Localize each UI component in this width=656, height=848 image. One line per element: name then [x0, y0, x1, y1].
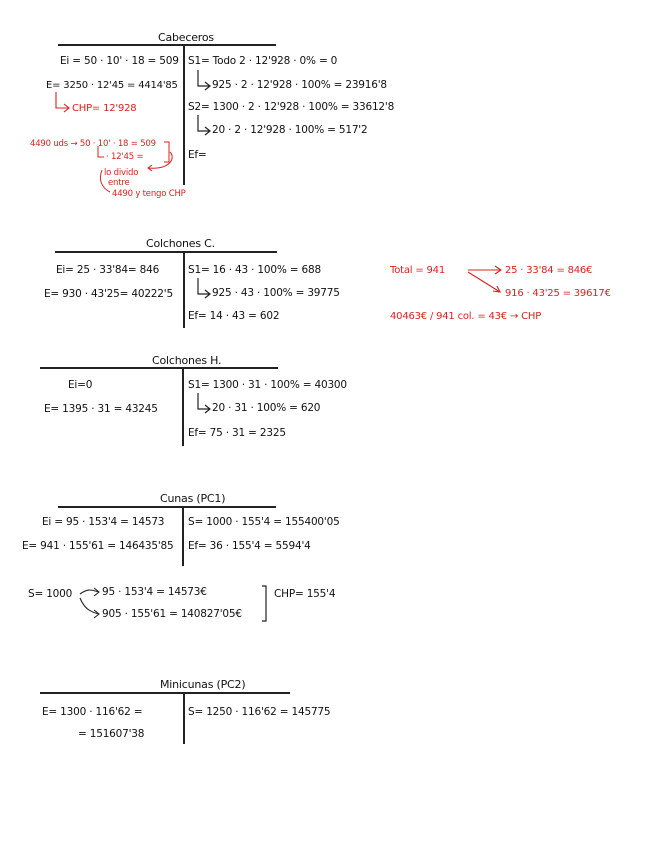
- minicunas-e-line-1: E= 1300 · 116'62 =: [42, 706, 143, 718]
- cabeceros-s2: S2= 1300 · 2 · 12'928 · 100% = 33612'8: [188, 101, 395, 113]
- minicunas-s: S= 1250 · 116'62 = 145775: [188, 706, 331, 718]
- cunas-calc-s: S= 1000: [28, 588, 73, 600]
- cabeceros-chp: CHP= 12'928: [72, 103, 137, 114]
- cabeceros-s1-hook-arrow: [198, 70, 210, 90]
- colchones-c-s1-detail: 925 · 43 · 100% = 39775: [212, 287, 340, 299]
- minicunas-e-line-2: = 151607'38: [78, 728, 145, 740]
- colchones-h-s1-detail: 20 · 31 · 100% = 620: [212, 402, 321, 414]
- colchones-c-ei: Ei= 25 · 33'84= 846: [56, 264, 160, 276]
- colchones-c-s1-hook-arrow: [198, 278, 210, 298]
- colchones-c-e: E= 930 · 43'25= 40222'5: [44, 288, 173, 300]
- cabeceros-note-line4: entre: [108, 178, 130, 188]
- colchones-h-ei: Ei=0: [68, 379, 93, 391]
- cunas-calc-line-2: 905 · 155'61 = 140827'05€: [102, 608, 242, 620]
- cunas-ei: Ei = 95 · 153'4 = 14573: [42, 516, 165, 528]
- cunas-calc-arrow-1: [80, 588, 99, 596]
- cabeceros-s1: S1= Todo 2 · 12'928 · 0% = 0: [188, 55, 338, 67]
- cunas-ef: Ef= 36 · 155'4 = 5594'4: [188, 540, 311, 552]
- cabeceros-s2-detail: 20 · 2 · 12'928 · 100% = 517'2: [212, 124, 368, 136]
- cabeceros-note-bracket: [164, 142, 169, 162]
- colchones-h-s1-hook-arrow: [198, 393, 210, 413]
- cabeceros-ei: Ei = 50 · 10' · 18 = 509: [60, 55, 179, 67]
- colchones-c-result-1: 25 · 33'84 = 846€: [505, 265, 593, 276]
- colchones-h-e: E= 1395 · 31 = 43245: [44, 403, 158, 415]
- colchones-h-s1: S1= 1300 · 31 · 100% = 40300: [188, 379, 347, 391]
- cunas-e: E= 941 · 155'61 = 146435'85: [22, 540, 174, 552]
- cunas-calc-line-1: 95 · 153'4 = 14573€: [102, 586, 207, 598]
- colchones-c-result-3: 40463€ / 941 col. = 43€ → CHP: [390, 311, 542, 322]
- colchones-c-result-2: 916 · 43'25 = 39617€: [505, 288, 611, 299]
- cabeceros-note-down-curve: [100, 170, 110, 192]
- colchones-c-title: Colchones C.: [146, 237, 215, 250]
- colchones-c-total: Total = 941: [390, 265, 445, 276]
- cabeceros-note-line3: lo divido: [104, 168, 139, 178]
- cunas-calc-arrow-2: [80, 598, 99, 618]
- cabeceros-ef: Ef=: [188, 149, 207, 161]
- colchones-c-s1: S1= 16 · 43 · 100% = 688: [188, 264, 321, 276]
- cabeceros-s2-hook-arrow: [198, 115, 210, 135]
- cabeceros-title: Cabeceros: [158, 31, 214, 44]
- colchones-c-ef: Ef= 14 · 43 = 602: [188, 310, 280, 322]
- cabeceros-note-line5: 4490 y tengo CHP: [112, 189, 186, 199]
- cunas-calc-bracket: [262, 586, 266, 621]
- cunas-s: S= 1000 · 155'4 = 155400'05: [188, 516, 340, 528]
- colchones-h-ef: Ef= 75 · 31 = 2325: [188, 427, 286, 439]
- cabeceros-note-hook-arrow: [98, 146, 104, 157]
- cabeceros-chp-hook-arrow: [56, 92, 69, 112]
- cabeceros-note-line1: 4490 uds → 50 · 10' · 18 = 509: [30, 139, 156, 149]
- colchones-c-arrow-down: [468, 272, 500, 292]
- cabeceros-e: E= 3250 · 12'45 = 4414'85: [46, 80, 178, 91]
- colchones-h-title: Colchones H.: [152, 354, 222, 367]
- cabeceros-note-line2: · 12'45 =: [106, 152, 144, 162]
- colchones-c-arrow-right: [468, 266, 501, 274]
- minicunas-title: Minicunas (PC2): [160, 678, 246, 691]
- cunas-chp: CHP= 155'4: [274, 588, 336, 600]
- cunas-title: Cunas (PC1): [160, 492, 226, 505]
- cabeceros-s1-detail: 925 · 2 · 12'928 · 100% = 23916'8: [212, 79, 387, 91]
